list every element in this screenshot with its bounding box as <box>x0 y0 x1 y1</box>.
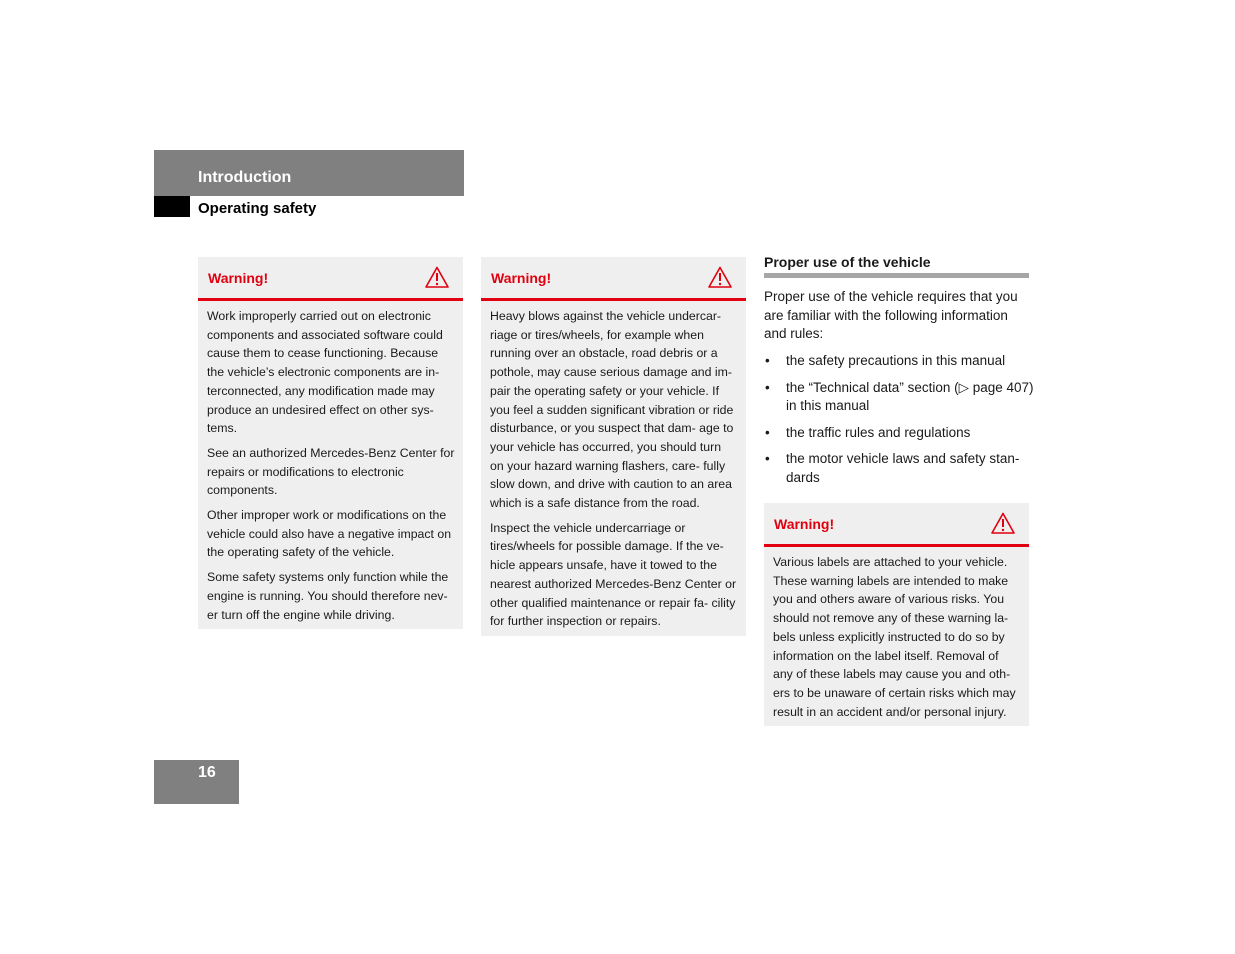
section-marker <box>154 196 190 217</box>
proper-use-intro: Proper use of the vehicle requires that you are familiar with the following information and rules: <box>764 289 1018 341</box>
page-number-tab <box>154 760 239 804</box>
page-number: 16 <box>198 764 216 781</box>
subsection-title: Operating safety <box>198 200 317 217</box>
warning-body <box>764 547 1029 733</box>
proper-use-list <box>764 352 1034 495</box>
warning-body <box>198 301 463 636</box>
warning-triangle-icon <box>708 266 732 288</box>
warning-paragraph: Heavy blows against the vehicle undercar- riage or tires/wheels, for example when running over an obstacle, road debris or a pothole, may cause serious damage and im- pair the operating safety or your vehicle. If you feel a sudden significant vibration or ride disturbance, or you suspect that dam- age to your vehicle has occurred, you should turn on your hazard warning flashers, care- fully slow down, and drive with caution to an area which is a safe distance from the road. <box>490 309 734 511</box>
warning-header <box>764 503 1029 547</box>
warning-header <box>481 257 746 301</box>
warning-box-undercarriage <box>481 257 746 636</box>
proper-use-heading: Proper use of the vehicle <box>764 254 1029 278</box>
warning-paragraph: Work improperly carried out on electronic components and associated software could cause them to cease functioning. Because the vehicle’s electronic components are in- terconnected, any modification made may produce an undesired effect on other sys- tems. <box>207 309 443 436</box>
list-item: • the safety precautions in this manual <box>764 352 1034 371</box>
section-title: Introduction <box>198 169 292 186</box>
warning-box-electronics <box>198 257 463 629</box>
warning-label: Warning! <box>774 516 835 532</box>
warning-triangle-icon <box>425 266 449 288</box>
warning-box-labels <box>764 503 1029 726</box>
list-item: • the “Technical data” section (▷ page 407) in this manual <box>764 379 1034 416</box>
list-item: • the motor vehicle laws and safety stan- dards <box>764 450 1034 487</box>
warning-paragraph: See an authorized Mercedes-Benz Center for repairs or modifications to electronic components. <box>207 445 455 498</box>
warning-header <box>198 257 463 301</box>
warning-paragraph: Various labels are attached to your vehicle. These warning labels are intended to make you and others aware of various risks. You should not remove any of these warning la- bels unless explicitly instructed to do so by information on the label itself. Removal of any of these labels may cause you and oth- ers to be unaware of certain risks which may result in an accident and/or personal injury. <box>773 555 1016 719</box>
warning-body <box>481 301 746 643</box>
warning-triangle-icon <box>991 512 1015 534</box>
warning-paragraph: Other improper work or modifications on the vehicle could also have a negative impact on the operating safety of the vehicle. <box>207 508 452 560</box>
list-item: • the traffic rules and regulations <box>764 424 1034 443</box>
warning-label: Warning! <box>208 270 269 286</box>
warning-label: Warning! <box>491 270 552 286</box>
warning-paragraph: Some safety systems only function while the engine is running. You should therefore nev- er turn off the engine while driving. <box>207 570 449 622</box>
warning-paragraph: Inspect the vehicle undercarriage or tires/wheels for possible damage. If the ve- hicle appears unsafe, have it towed to the nearest authorized Mercedes-Benz Center or other qualified maintenance or repair fa- cility for further inspection or repairs. <box>490 520 737 629</box>
